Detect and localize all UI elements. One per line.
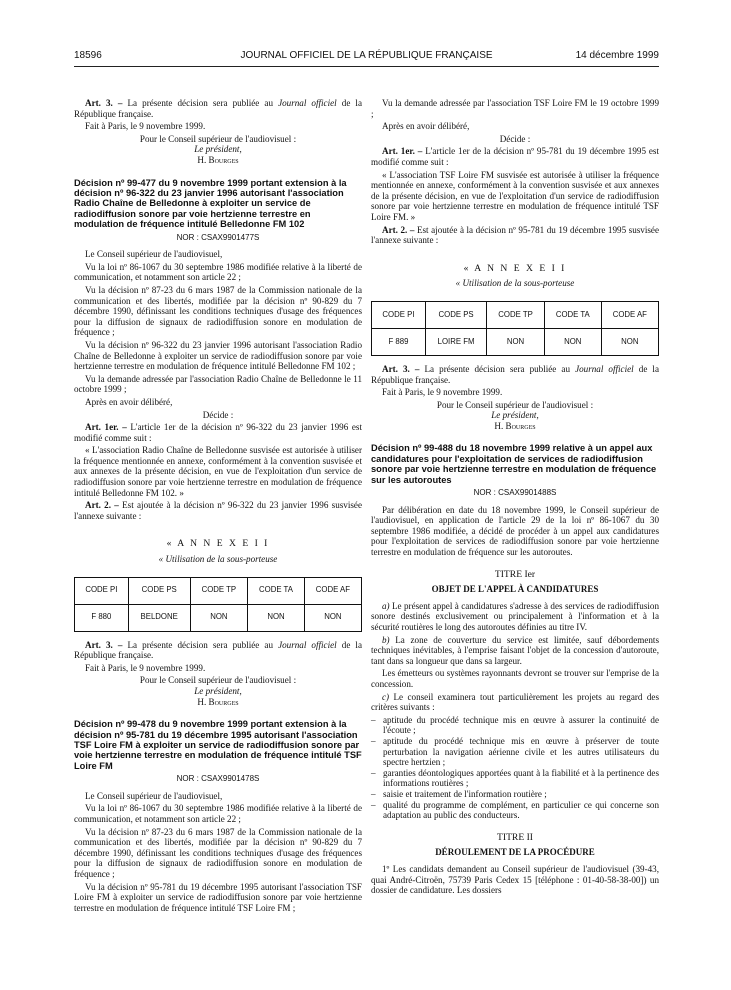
list-item: – qualité du programme de complément, en particulier ce qui concerne son adaptation au public des conducteurs.: [371, 800, 659, 821]
article-3: Art. 3. – La présente décision sera publiée au Journal officiel de la République française.: [371, 363, 659, 385]
table-header: CODE TP: [190, 577, 248, 604]
table-cell: NON: [190, 604, 248, 631]
paragraph: Vu la loi nº 86-1067 du 30 septembre 1986 modifiée relative à la liberté de communication, et notamment son article 22 ;: [74, 803, 362, 824]
article-3: Art. 3. – La présente décision sera publiée au Journal officiel de la République française.: [74, 639, 362, 661]
list-item: – saisie et traitement de l'information routière ;: [371, 789, 659, 800]
list-item: – aptitude du procédé technique mis en œuvre à assurer la continuité de l'écoute ;: [371, 715, 659, 736]
paragraph: Vu la décision nº 87-23 du 6 mars 1987 de la Commission nationale de la communication et des libertés, modifiée par la décision nº 90-829 du 7 décembre 1990, définissant les conditions techniques d'usage des fréquences pour la diffusion de signaux de radiodiffusion sonore en modulation de fréquence ;: [74, 826, 362, 879]
article-2: Art. 2. – Est ajoutée à la décision nº 95-781 du 19 décembre 1995 susvisée l'annexe suivante :: [371, 224, 659, 246]
signature-role: Le président,: [194, 686, 242, 696]
paragraph: Les émetteurs ou systèmes rayonnants devront se trouver sur l'emprise de la concession.: [371, 668, 659, 689]
titre-subheading: OBJET DE L'APPEL À CANDIDATURES: [431, 584, 599, 595]
nor-reference: NOR : CSAX9901488S: [473, 488, 557, 498]
annex-subtitle: « Utilisation de la sous-porteuse: [455, 278, 575, 289]
signature-line: Pour le Conseil supérieur de l'audiovisuel :: [436, 399, 594, 410]
paragraph: Le Conseil supérieur de l'audiovisuel,: [85, 790, 223, 801]
article-3: Art. 3. – La présente décision sera publiée au Journal officiel de la République française.: [74, 98, 362, 119]
nor-reference: NOR : CSAX9901478S: [176, 774, 260, 784]
signature-line: Pour le Conseil supérieur de l'audiovisuel :: [139, 675, 297, 686]
page-number: 18596: [74, 50, 102, 61]
decision-title: Décision nº 99-478 du 9 novembre 1999 portant extension à la décision nº 95-781 du 19 décembre 1995 autorisant l'association TSF Loire FM à exploiter un service de radiodiffusion sonore par voie hertzienne terrestre en modulation de fréquence intitulé TSF Loire FM: [74, 719, 362, 771]
paragraph: Après en avoir délibéré,: [85, 396, 173, 407]
annex-heading: « A N N E X E I I: [166, 538, 270, 550]
table-header: CODE AF: [601, 301, 658, 328]
paragraph: Par délibération en date du 18 novembre 1999, le Conseil supérieur de l'audiovisuel, en application de l'article 29 de la loi nº 86-1067 du 30 septembre 1986 modifiée, a décidé de procéder à un appel aux candidatures pour l'exploitation de services de radiodiffusion sonore par voie hertzienne terrestre en modulation de fréquence sur les autoroutes.: [371, 504, 659, 558]
header-rule: [74, 66, 659, 67]
table-cell: NON: [544, 328, 601, 355]
decide-heading: Décide :: [202, 409, 234, 420]
decision-title: Décision nº 99-477 du 9 novembre 1999 portant extension à la décision nº 96-322 du 23 janvier 1996 autorisant l'association Radio Chaîne de Belledonne à exploiter un service de radiodiffusion sonore par voie hertzienne terrestre en modulation de fréquence intitulé Belledonne FM 102: [74, 177, 347, 230]
titre-heading: TITRE II: [497, 831, 533, 843]
table-header: CODE PI: [372, 301, 426, 328]
titre-subheading: DÉROULEMENT DE LA PROCÉDURE: [435, 847, 595, 858]
article-1: Art. 1er. – L'article 1er de la décision nº 96-322 du 23 janvier 1996 est modifié comme suit :: [74, 422, 362, 443]
table-row: [75, 604, 362, 631]
table-cell: BELDONE: [128, 604, 190, 631]
article-2: Art. 2. – Est ajoutée à la décision nº 96-322 du 23 janvier 1996 susvisée l'annexe suivante :: [74, 500, 362, 521]
table-header: CODE AF: [304, 577, 361, 604]
table-cell: NON: [248, 604, 305, 631]
fait-a-paris: Fait à Paris, le 9 novembre 1999.: [85, 662, 206, 673]
codes-table: [371, 301, 659, 356]
table-cell: F 880: [75, 604, 129, 631]
titre-heading: TITRE Ier: [494, 568, 536, 580]
paragraph: Vu la loi nº 86-1067 du 30 septembre 1986 modifiée relative à la liberté de communication, et notamment son article 22 ;: [74, 261, 362, 283]
table-header: CODE PS: [128, 577, 190, 604]
signature-role: Le président,: [491, 410, 539, 421]
paragraph: 1º Les candidats demandent au Conseil supérieur de l'audiovisuel (39-43, quai André-Citroën, 75739 Paris Cedex 15 [téléphone : 01-40-58-38-00]) un dossier de candidature. Les dossiers: [371, 863, 659, 896]
table-cell: NON: [304, 604, 361, 631]
paragraph: Vu la demande adressée par l'association Radio Chaîne de Belledonne le 11 octobre 1999 ;: [74, 373, 362, 395]
table-cell: NON: [601, 328, 658, 355]
table-row: [372, 328, 659, 355]
list-item: – aptitude du procédé technique mis en œuvre à préserver de toute perturbation la navigation aérienne civile et les autres utilisateurs du spectre hertzien ;: [371, 736, 659, 768]
criteria-list: [371, 715, 659, 821]
left-column: [74, 98, 362, 915]
item-c: c) Le conseil examinera tout particulièrement les projets au regard des critères suivants :: [371, 691, 659, 713]
codes-table: [74, 577, 362, 632]
table-header: CODE TP: [487, 301, 545, 328]
right-column: [371, 98, 659, 898]
signature-role: Le président,: [194, 144, 242, 155]
paragraph: Après en avoir délibéré,: [382, 121, 470, 132]
fait-a-paris: Fait à Paris, le 9 novembre 1999.: [85, 121, 206, 132]
table-cell: NON: [487, 328, 545, 355]
table-header: CODE PI: [75, 577, 129, 604]
signature-name: H. Bourges: [494, 420, 536, 431]
item-a: a) Le présent appel à candidatures s'adresse à des services de radiodiffusion sonore destinés exclusivement ou principalement à l'information et à la sécurité routières le long des autoroutes définies au titre IV.: [371, 600, 659, 633]
issue-date: 14 décembre 1999: [575, 50, 659, 61]
paragraph: Le Conseil supérieur de l'audiovisuel,: [85, 249, 223, 260]
article-1: Art. 1er. – L'article 1er de la décision nº 95-781 du 19 décembre 1995 est modifié comme suit :: [371, 146, 659, 167]
table-header-row: [75, 577, 362, 604]
table-cell: LOIRE FM: [425, 328, 486, 355]
list-item: – garanties déontologiques apportées quant à la fiabilité et à la pertinence des informations routières ;: [371, 768, 659, 789]
table-header-row: [372, 301, 659, 328]
quoted-article: « L'association TSF Loire FM susvisée est autorisée à utiliser la fréquence mentionnée en annexe, conformément à la convention susvisée et aux annexes de la présente décision, en vue de l'exploitation d'un service de radiodiffusion sonore par voie hertzienne terrestre en modulation de fréquence intitulé TSF Loire FM. »: [371, 169, 659, 222]
table-header: CODE TA: [248, 577, 305, 604]
running-header: [74, 50, 659, 66]
paragraph: Vu la décision nº 95-781 du 19 décembre 1995 autorisant l'association TSF Loire FM à exploiter un service de radiodiffusion sonore par voie hertzienne terrestre en modulation de fréquence intitulé TSF Loire FM ;: [74, 881, 362, 913]
signature-name: H. Bourges: [197, 696, 239, 707]
signature-line: Pour le Conseil supérieur de l'audiovisuel :: [139, 133, 297, 144]
nor-reference: NOR : CSAX9901477S: [176, 232, 260, 242]
decide-heading: Décide :: [499, 133, 531, 144]
fait-a-paris: Fait à Paris, le 9 novembre 1999.: [382, 387, 503, 398]
annex-subtitle: « Utilisation de la sous-porteuse: [158, 554, 278, 565]
decision-title: Décision nº 99-488 du 18 novembre 1999 relative à un appel aux candidatures pour l'exploitation de services de radiodiffusion sonore par voie hertzienne terrestre en modulation de fréquence sur les autoroutes: [371, 443, 657, 485]
table-header: CODE PS: [425, 301, 486, 328]
quoted-article: « L'association Radio Chaîne de Belledonne susvisée est autorisée à utiliser la fréquence mentionnée en annexe, conformément à la convention susvisée et aux annexes de la présente décision, en vue de l'exploitation d'un service de radiodiffusion sonore par voie hertzienne terrestre en modulation de fréquence intitulé Belledonne FM 102. »: [74, 445, 362, 498]
paragraph: Vu la décision nº 87-23 du 6 mars 1987 de la Commission nationale de la communication et des libertés, modifiée par la décision nº 90-829 du 7 décembre 1990, définissant les conditions techniques d'usage des fréquences pour la diffusion de signaux de radiodiffusion sonore en modulation de fréquence ;: [74, 284, 362, 338]
signature-name: H. Bourges: [197, 154, 239, 165]
table-header: CODE TA: [544, 301, 601, 328]
paragraph: Vu la décision nº 96-322 du 23 janvier 1996 autorisant l'association Radio Chaîne de Belledonne à exploiter un service de radiodiffusion sonore par voie hertzienne terrestre en modulation de fréquence intitulé Belledonne FM 102 ;: [74, 339, 362, 372]
paragraph: Vu la demande adressée par l'association TSF Loire FM le 19 octobre 1999 ;: [371, 98, 659, 119]
item-b: b) La zone de couverture du service est limitée, sauf débordements techniques inévitables, à l'emprise faisant l'objet de la concession d'autoroute, tant dans sa longueur que dans sa largeur.: [371, 634, 659, 666]
table-cell: F 889: [372, 328, 426, 355]
annex-heading: « A N N E X E I I: [463, 262, 567, 274]
journal-title: JOURNAL OFFICIEL DE LA RÉPUBLIQUE FRANÇAISE: [240, 50, 493, 61]
